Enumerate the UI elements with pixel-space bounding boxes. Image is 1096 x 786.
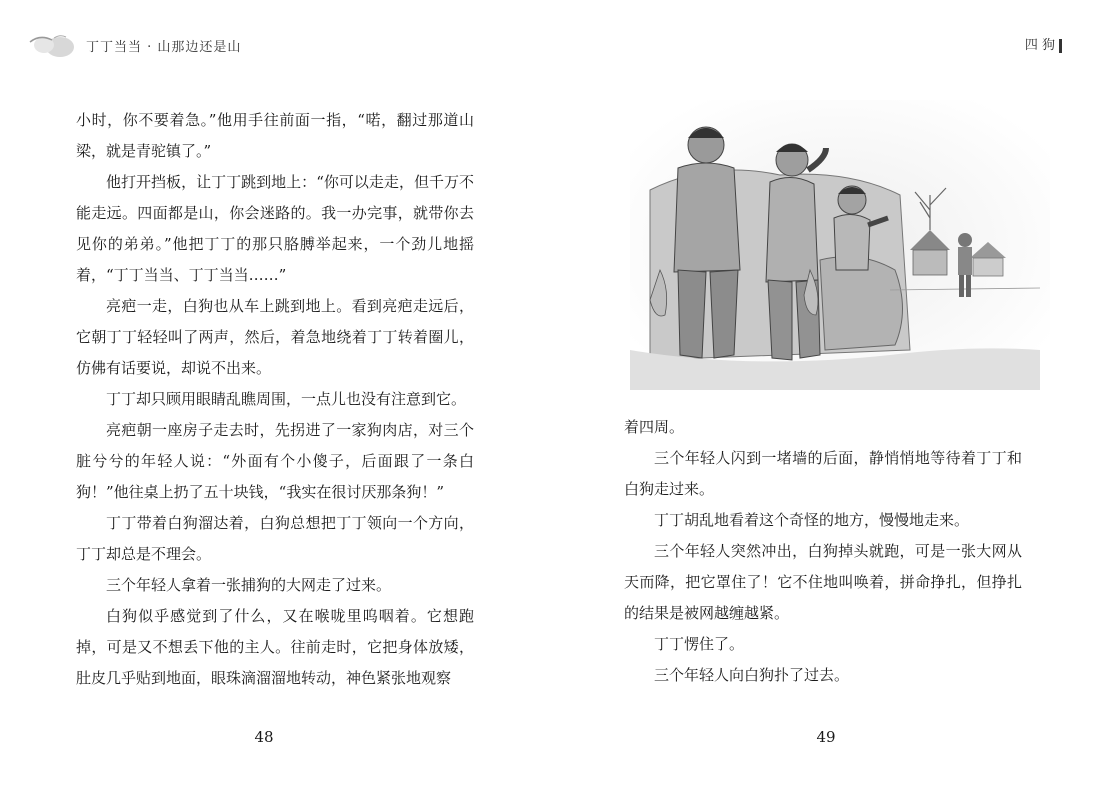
gourd-logo-icon	[26, 30, 80, 60]
illustration-three-young-men	[630, 100, 1050, 390]
paragraph: 小时，你不要着急。”他用手往前面一指，“喏，翻过那道山梁，就是青驼镇了。”	[76, 111, 474, 160]
chapter-title: 四 狗	[1024, 38, 1055, 53]
paragraph: 他打开挡板，让丁丁跳到地上：“你可以走走，但千万不能走远。四面都是山，你会迷路的。我一办完事，就带你去见你的弟弟。”他把丁丁的那只胳膊举起来，一个劲儿地摇着，“丁丁当当、丁丁当当……”	[76, 173, 474, 284]
left-page-text	[76, 105, 474, 694]
paragraph: 丁丁却只顾用眼睛乱瞧周围，一点儿也没有注意到它。	[106, 390, 467, 408]
paragraph: 丁丁愣住了。	[654, 635, 745, 653]
paragraph: 丁丁带着白狗溜达着，白狗总想把丁丁领向一个方向，丁丁却总是不理会。	[76, 514, 474, 563]
paragraph: 丁丁胡乱地看着这个奇怪的地方，慢慢地走来。	[654, 511, 970, 529]
paragraph: 三个年轻人向白狗扑了过去。	[654, 666, 850, 684]
paragraph: 三个年轻人突然冲出，白狗掉头就跑，可是一张大网从天而降，把它罩住了！它不住地叫唤着，拼命挣扎，但挣扎的结果是被网越缠越紧。	[624, 542, 1022, 622]
paragraph: 白狗似乎感觉到了什么，又在喉咙里呜咽着。它想跑掉，可是又不想丢下他的主人。往前走时，它把身体放矮，肚皮几乎贴到地面，眼珠滴溜溜地转动，神色紧张地观察	[76, 607, 474, 687]
paragraph: 着四周。	[624, 418, 685, 436]
right-page-text	[624, 412, 1022, 691]
book-title: 丁丁当当 · 山那边还是山	[86, 39, 242, 55]
page-number: 48	[254, 728, 274, 746]
paragraph: 三个年轻人闪到一堵墙的后面，静悄悄地等待着丁丁和白狗走过来。	[624, 449, 1022, 498]
header-bar-divider	[1059, 39, 1062, 53]
paragraph: 亮疤一走，白狗也从车上跳到地上。看到亮疤走远后，它朝丁丁轻轻叫了两声，然后，着急地绕着丁丁转着圈儿，仿佛有话要说，却说不出来。	[76, 297, 474, 377]
right-page	[548, 0, 1096, 786]
page-number: 49	[816, 728, 836, 746]
running-header-right	[1025, 34, 1062, 53]
running-header-left	[26, 30, 241, 60]
paragraph: 三个年轻人拿着一张捕狗的大网走了过来。	[106, 576, 392, 594]
paragraph: 亮疤朝一座房子走去时，先拐进了一家狗肉店，对三个脏兮兮的年轻人说：“外面有个小傻子，后面跟了一条白狗！”他往桌上扔了五十块钱，“我实在很讨厌那条狗！”	[76, 421, 474, 501]
